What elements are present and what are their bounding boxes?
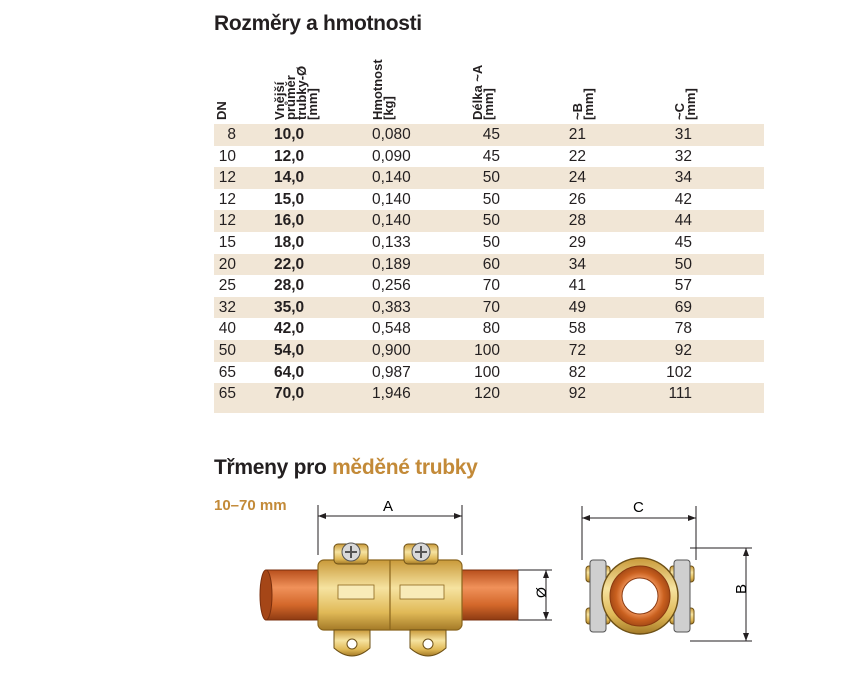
table-cell: 49 [568,298,586,316]
label-c: C [633,499,644,516]
table-cell: 100 [474,363,500,381]
table-cell: 100 [474,341,500,359]
table-cell: 0,383 [372,298,411,316]
table-cell: 42,0 [274,320,305,338]
table-cell: 50 [482,212,500,230]
table-cell: 45 [482,147,500,165]
table-cell: 1,946 [372,385,411,403]
table-cell: 29 [568,233,586,251]
size-range: 10–70 mm [214,497,287,514]
table-cell: 0,080 [372,126,411,143]
table-cell: 50 [482,190,500,208]
table-cell: 60 [482,255,500,273]
table-cell: 65 [218,363,236,381]
table-cell: 0,090 [372,147,411,165]
table-cell: 92 [674,341,692,359]
dimension-c [582,499,696,560]
table-cell: 22,0 [274,255,305,273]
table-cell: 34 [568,255,586,273]
label-a: A [383,498,394,515]
table-cell: 28,0 [274,277,305,295]
table-cell: 32 [674,147,692,165]
table-cell: 69 [674,298,692,316]
dimension-diameter [518,570,552,620]
table-cell: 78 [674,320,692,338]
table-cell: 24 [568,169,586,187]
dimension-b [690,548,752,641]
table-cell: 10 [218,147,236,165]
table-cell: 80 [482,320,500,338]
section-title: Třmeny pro měděné trubky [214,456,478,479]
table-cell: 54,0 [274,341,305,359]
table-cell: 34 [674,169,692,187]
table-cell: 22 [568,147,586,165]
table-cell: 12 [218,212,236,230]
table-cell: 0,987 [372,363,411,381]
table-cell: 70 [482,298,500,316]
table-cell: 0,256 [372,277,411,295]
table-cell: 18,0 [274,233,305,251]
table-cell: 65 [218,385,236,403]
table-cell: 82 [568,363,586,381]
table-cell: 31 [674,126,692,143]
table-cell: 15 [218,233,236,251]
table-cell: 12 [218,190,236,208]
table-cell: 32 [218,298,236,316]
table-cell: 120 [474,385,500,403]
label-b: B [733,583,750,594]
table-cell: 58 [568,320,586,338]
table-cell: 35,0 [274,298,305,316]
table-cell: 64,0 [274,363,305,381]
table-cell: 0,140 [372,212,411,230]
table-cell: 20 [218,255,236,273]
table-cell: 40 [218,320,236,338]
table-cell: 12 [218,169,236,187]
table-cell: 50 [674,255,692,273]
table-cell: 0,548 [372,320,411,338]
table-cell: 50 [482,233,500,251]
table-cell: 28 [568,212,586,230]
table-header: DN Vnější průměr trubky-Ø [mm] Hmotnost [kg] Délka ~A [mm] ~B [mm] ~C [mm] [214,59,698,120]
table-cell: 25 [218,277,236,295]
table-cell: 50 [218,341,236,359]
table-cell: 0,900 [372,341,411,359]
table-cell: 45 [482,126,500,143]
table-cell: 16,0 [274,212,305,230]
table-cell: 72 [568,341,586,359]
table-cell: 70 [482,277,500,295]
table-cell: 8 [227,126,236,143]
table-cell: 111 [668,385,692,403]
clamp-body [318,543,462,656]
table-cell: 10,0 [274,126,305,143]
table-cell: 41 [568,277,586,295]
table-cell: 12,0 [274,147,305,165]
table-cell: 14,0 [274,169,305,187]
table-cell: 0,133 [372,233,411,251]
label-diameter: Ø [533,587,549,598]
table-cell: 0,140 [372,190,411,208]
page-title: Rozměry a hmotnosti [214,12,422,35]
table-cell: 50 [482,169,500,187]
table-cell: 57 [674,277,692,295]
table-cell: 0,189 [372,255,411,273]
table-cell: 92 [568,385,586,403]
table-cell: 42 [674,190,692,208]
table-cell: 70,0 [274,385,305,403]
table-cell: 45 [674,233,692,251]
table-cell: 26 [568,190,586,208]
table-cell: 44 [674,212,692,230]
table-cell: 0,140 [372,169,411,187]
table-cell: 15,0 [274,190,305,208]
table-cell: 21 [568,126,586,143]
clamp-end-view [586,558,694,634]
table-cell: 102 [666,363,692,381]
